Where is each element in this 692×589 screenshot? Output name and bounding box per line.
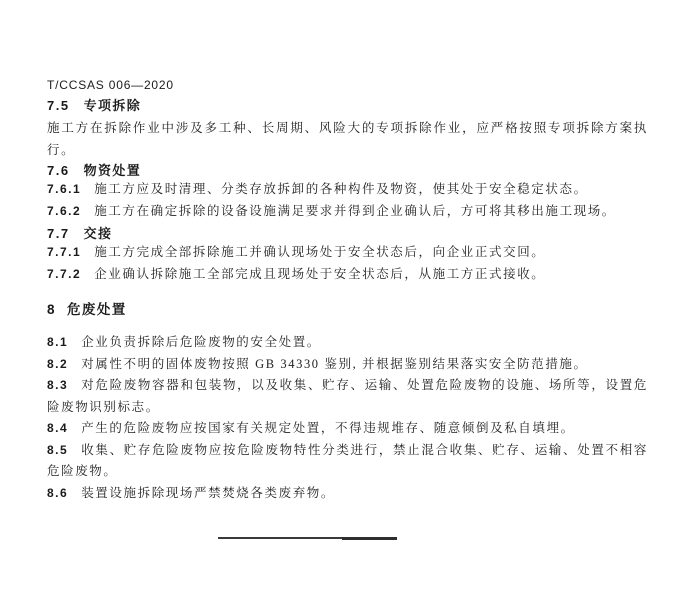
heading-title: 交接 (83, 226, 113, 241)
paragraph-7-5: 施工方在拆除作业中涉及多工种、长周期、风险大的专项拆除作业，应严格按照专项拆除方案执行。 (47, 121, 648, 157)
heading-title: 物资处置 (83, 163, 142, 178)
clause-number: 8.1 (47, 335, 69, 349)
clause-text: 施工方应及时清理、分类存放拆卸的各种构件及物资，使其处于安全稳定状态。 (94, 182, 588, 196)
clause-number: 8.3 (47, 378, 69, 392)
clause-8-6 (47, 483, 648, 505)
heading-number: 8 (47, 302, 57, 317)
clause-7-6-2 (47, 201, 648, 223)
clause-text: 施工方完成全部拆除施工并确认现场处于安全状态后，向企业正式交回。 (94, 245, 546, 259)
clause-7-6-1 (47, 179, 648, 201)
doc-number: T/CCSAS 006—2020 (47, 78, 174, 92)
clause-text: 对危险废物容器和包装物，以及收集、贮存、运输、处置危险废物的设施、场所等，设置危险废物识别标志。 (47, 378, 648, 414)
clause-8-3 (47, 375, 648, 418)
heading-7-7 (47, 226, 648, 242)
clause-number: 8.5 (47, 442, 69, 457)
heading-number: 7.5 (47, 98, 70, 113)
clause-number: 7.7.2 (47, 266, 82, 281)
clause-number: 7.7.1 (47, 245, 82, 259)
clause-8-4 (47, 418, 648, 440)
clause-8-1 (47, 332, 648, 354)
clause-number: 8.6 (47, 485, 69, 500)
clause-text: 企业负责拆除后危险废物的安全处置。 (81, 335, 321, 349)
heading-title: 危废处置 (67, 302, 127, 317)
clause-text: 装置设施拆除现场严禁焚烧各类废弃物。 (81, 485, 335, 500)
heading-7-6 (47, 163, 648, 179)
clause-number: 8.4 (47, 421, 69, 435)
heading-number: 7.7 (47, 226, 70, 241)
heading-title: 专项拆除 (83, 98, 142, 113)
footer-divider-rule-tip (342, 537, 397, 540)
heading-number: 7.6 (47, 163, 70, 178)
clause-text: 企业确认拆除施工全部完成且现场处于安全状态后，从施工方正式接收。 (94, 266, 546, 281)
clause-7-7-1 (47, 242, 648, 264)
clause-number: 8.2 (47, 356, 69, 371)
heading-8 (47, 301, 648, 318)
clause-number: 7.6.1 (47, 182, 82, 196)
footer-divider-rule (218, 537, 397, 539)
heading-7-5 (47, 98, 648, 114)
clause-number: 7.6.2 (47, 203, 82, 218)
clause-8-5 (47, 440, 648, 483)
clause-text: 收集、贮存危险废物应按危险废物特性分类进行，禁止混合收集、贮存、运输、处置不相容危险废物。 (47, 442, 648, 478)
clause-text: 施工方在确定拆除的设备设施满足要求并得到企业确认后，方可将其移出施工现场。 (94, 203, 616, 218)
clause-text: 对属性不明的固体废物按照 GB 34330 鉴别, 并根据鉴别结果落实安全防范措施。 (81, 356, 588, 371)
clause-text: 产生的危险废物应按国家有关规定处置，不得违规堆存、随意倾倒及私自填埋。 (81, 421, 575, 435)
clause-7-7-2 (47, 264, 648, 286)
clause-8-2 (47, 354, 648, 376)
